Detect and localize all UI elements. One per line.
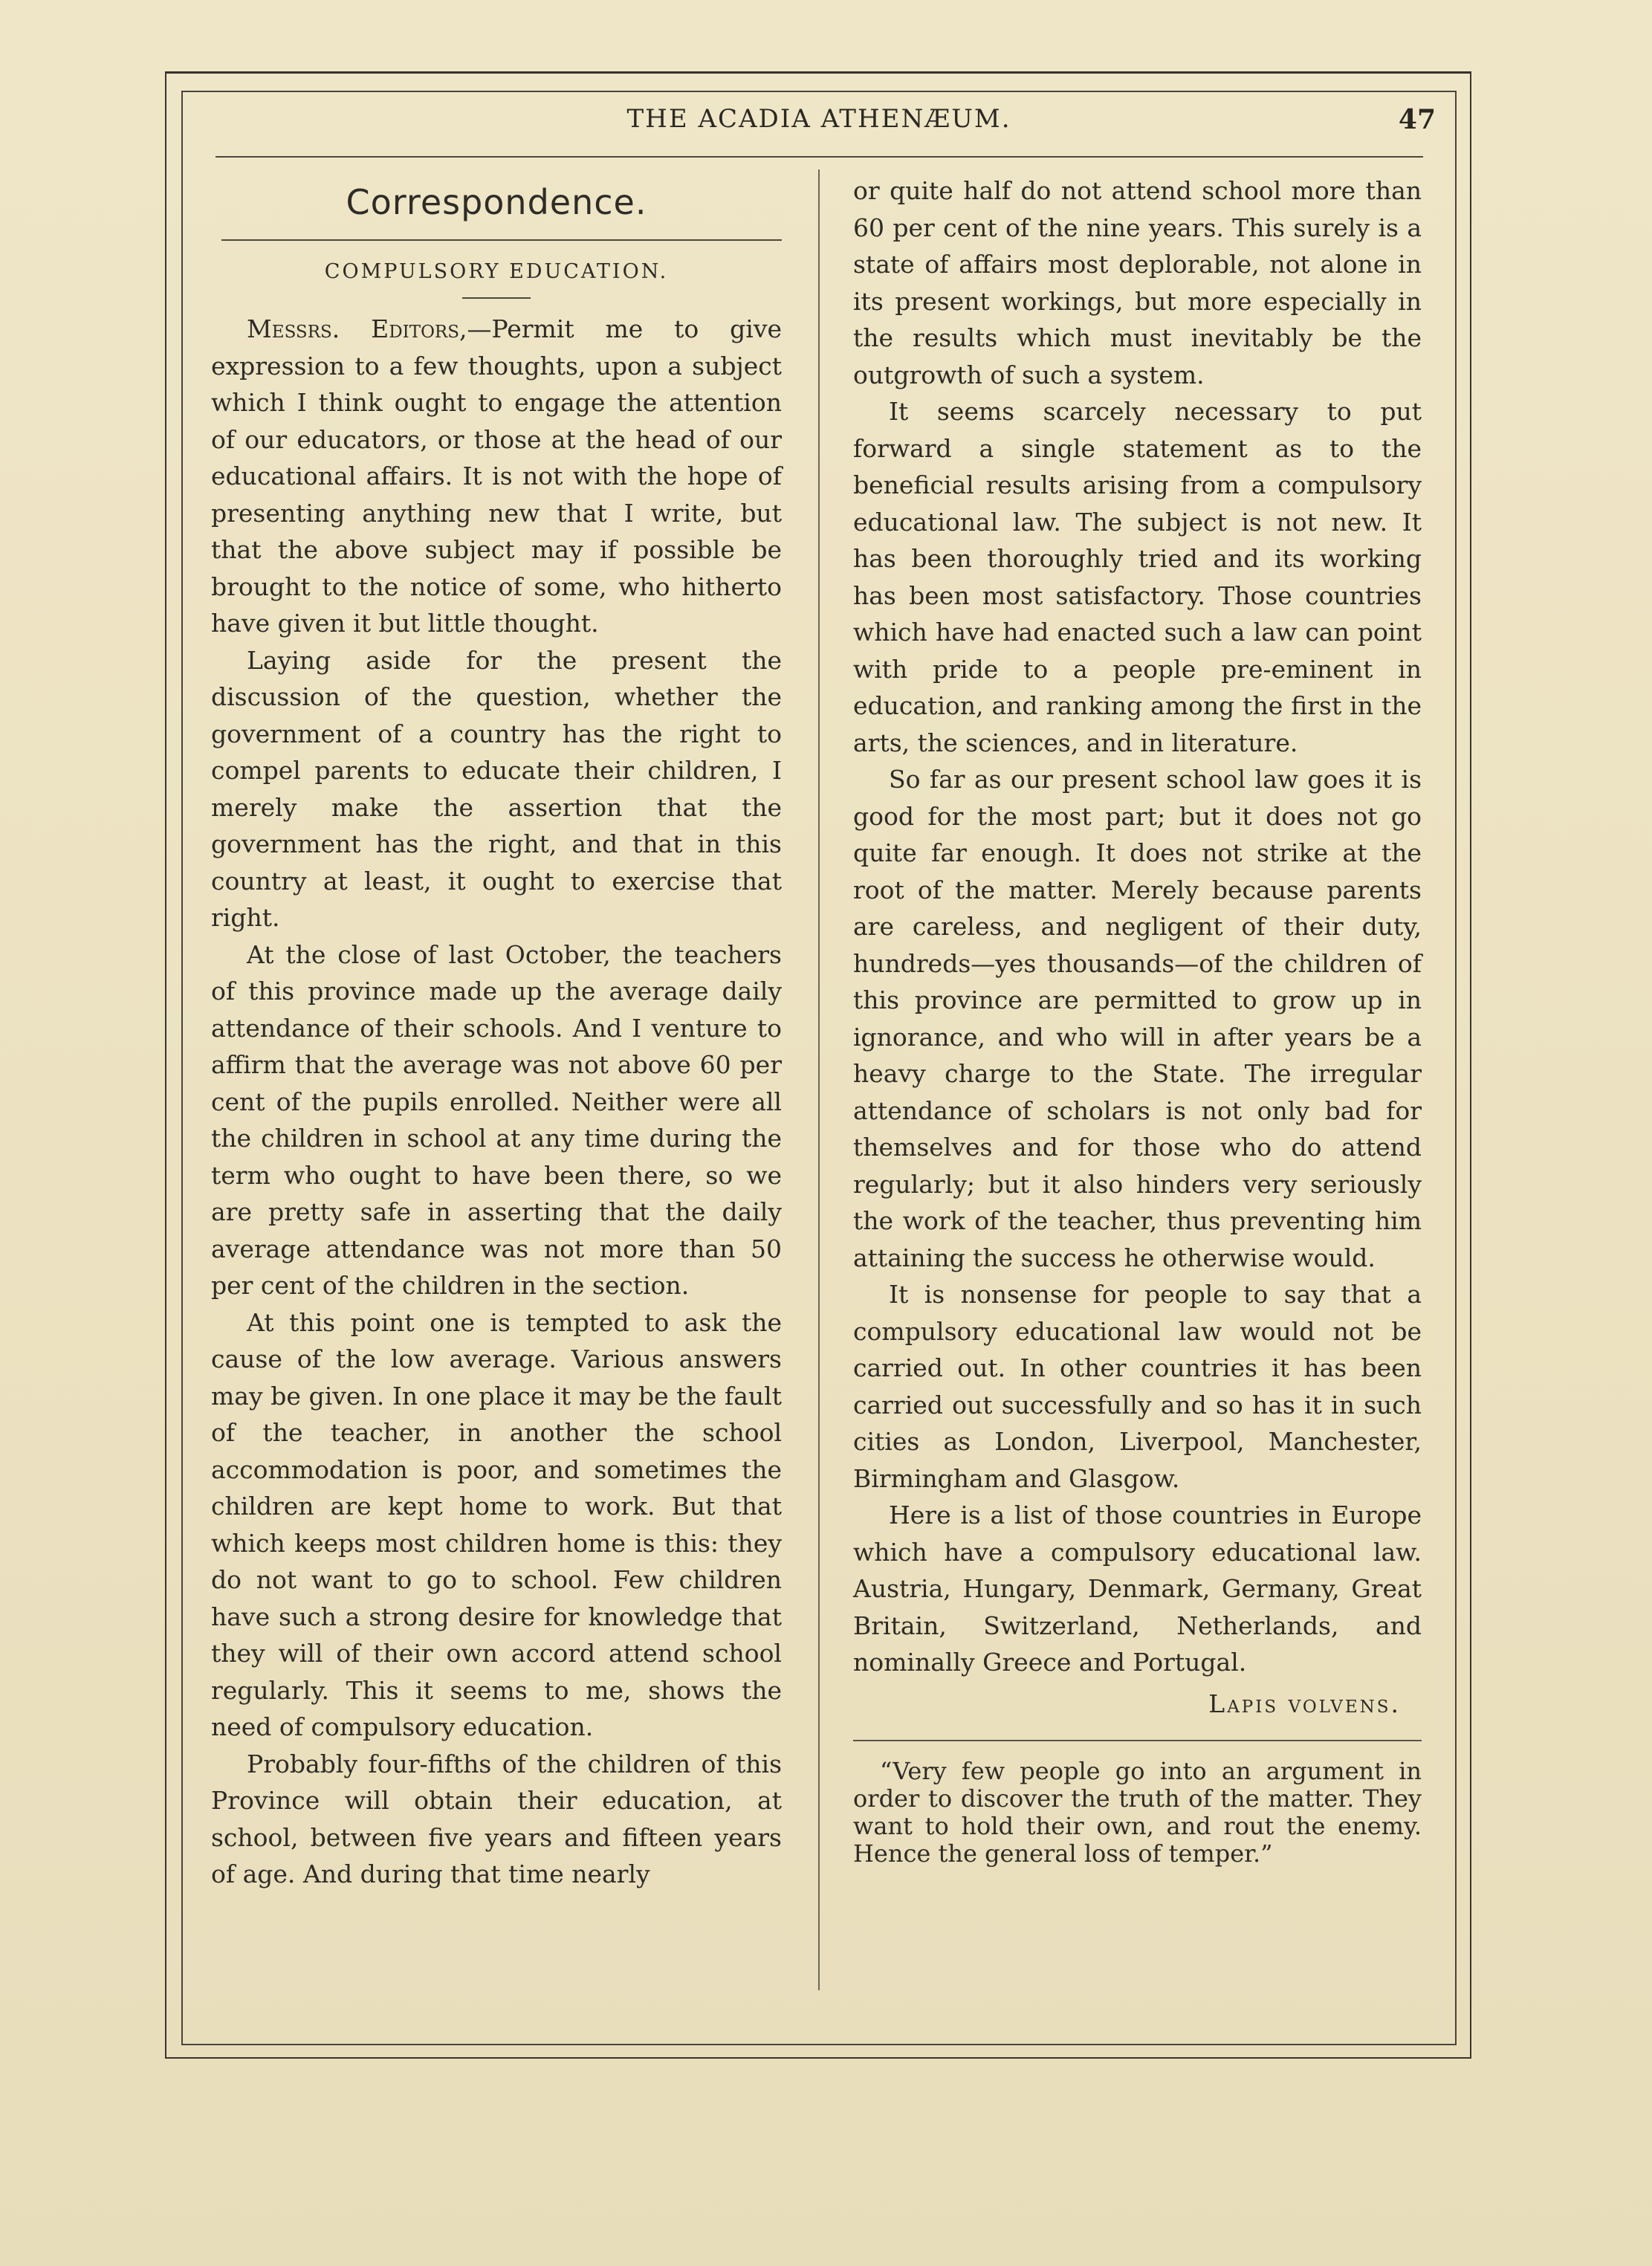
paragraph: Laying aside for the present the discussion of the question, whether the government of a country has the right to compel parents to educate their children, I merely make the assertion that the government has the right, and that in this country at least, it ought to exercise that right.	[211, 645, 782, 932]
right-column	[853, 172, 1422, 1868]
paragraph: At the close of last October, the teachers of this province made up the average daily attendance of their schools. And I venture to affirm that the average was not above 60 per cent of the pupils enrolled. Neither were all the children in school at any time during the term who ought to have been there, so we are pretty safe in asserting that the daily average attendance was not more than 50 per cent of the children in the section.	[211, 939, 782, 1300]
salutation: Messrs. Editors,	[247, 314, 467, 343]
section-rule	[221, 239, 782, 241]
journal-title: THE ACADIA ATHENÆUM.	[626, 104, 1011, 134]
column-divider	[818, 169, 820, 1990]
paragraph: It seems scarcely necessary to put forward a single statement as to the beneficial results arising from a compulsory educational law. The subject is not new. It has been thoroughly tried and its working has been most satisfactory. Those countries which have had enacted such a law can point with pride to a people pre-eminent in education, and ranking among the first in the arts, the sciences, and in literature.	[853, 397, 1422, 757]
article-title: COMPULSORY EDUCATION.	[324, 260, 669, 283]
page-number: 47	[1398, 104, 1436, 135]
paragraph: or quite half do not attend school more than 60 per cent of the nine years. This surely is a state of affairs most deplorable, not alone in its present workings, but more especially in the results which must inevitably be the outgrowth of such a system.	[853, 176, 1422, 389]
quote: “Very few people go into an argument in order to discover the truth of the matter. They want to hold their own, and rout the enemy. Hence the general loss of temper.”	[853, 1757, 1422, 1868]
running-head	[181, 104, 1457, 141]
paragraph: Here is a list of those countries in Europe which have a compulsory educational law. Austria, Hungary, Denmark, Germany, Great Britain, Switzerland, Netherlands, and nominally Greece and Portugal.	[853, 1501, 1422, 1677]
title-rule	[462, 297, 531, 299]
paragraph: Probably four-fifths of the children of this Province will obtain their education, at school, between five years and fifteen years of age. And during that time nearly	[211, 1749, 782, 1888]
paragraph: So far as our present school law goes it is good for the most part; but it does not go quite far enough. It does not strike at the root of the matter. Merely because parents are careless, and negligent of their duty, hundreds—yes thousands—of the children of this province are permitted to grow up in ignorance, and who will in after years be a heavy charge to the State. The irregular attendance of scholars is not only bad for themselves and for those who do attend regularly; but it also hinders very seriously the work of the teacher, thus preventing him attaining the success he otherwise would.	[853, 765, 1422, 1272]
paragraph: At this point one is tempted to ask the cause of the low average. Various answers may be given. In one place it may be the fault of the teacher, in another the school accommodation is poor, and sometimes the children are kept home to work. But that which keeps most children home is this: they do not want to go to school. Few children have such a strong desire for knowledge that they will of their own accord attend school regularly. This it seems to me, shows the need of compulsory education.	[211, 1307, 782, 1741]
left-column	[211, 172, 782, 1893]
signature: Lapis volvens.	[1208, 1689, 1401, 1718]
section-title: Correspondence.	[346, 182, 647, 222]
paragraph	[211, 311, 782, 642]
header-rule	[216, 156, 1423, 158]
paragraph: It is nonsense for people to say that a compulsory educational law would not be carried out. In other countries it has been carried out successfully and so has it in such cities as London, Liverpool, Manchester, Birmingham and Glasgow.	[853, 1280, 1422, 1493]
paragraph-text: —Permit me to give expression to a few thoughts, upon a subject which I think ought to engage the attention of our educators, or those at the head of our educational affairs. It is not with the hope of presenting anything new that I write, but that the above subject may if possible be brought to the notice of some, who hitherto have given it but little thought.	[211, 314, 782, 638]
quote-rule	[853, 1740, 1422, 1741]
